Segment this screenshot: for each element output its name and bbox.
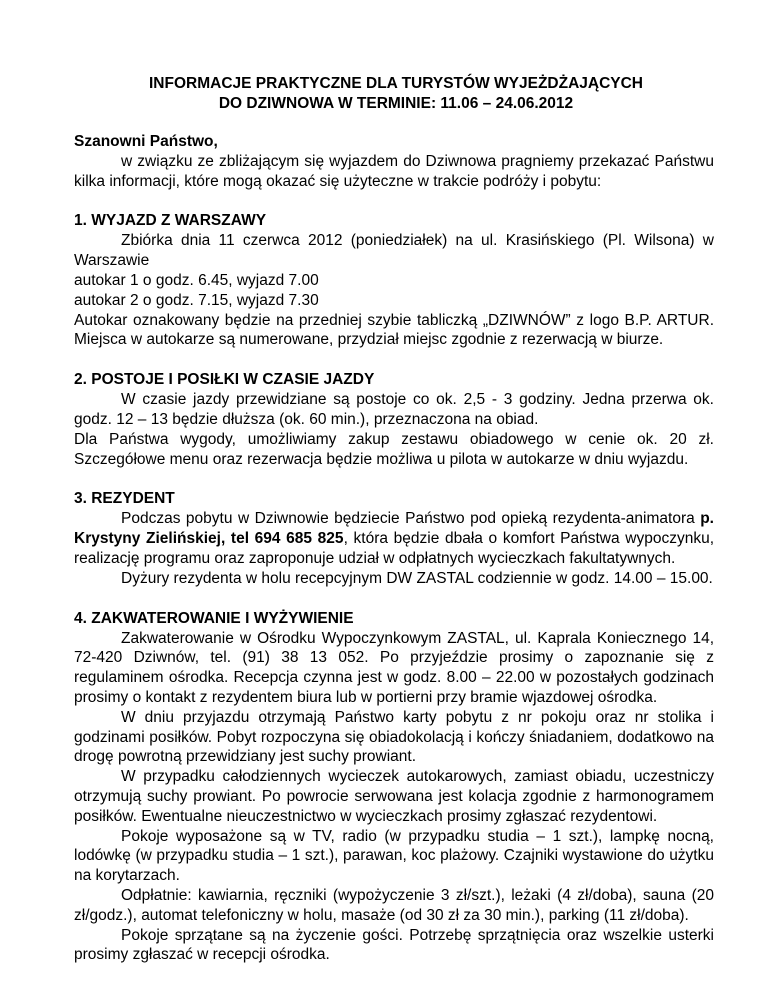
paragraph: autokar 1 o godz. 6.45, wyjazd 7.00 <box>74 271 319 289</box>
paragraph: W dniu przyjazdu otrzymają Państwo karty pobytu z nr pokoju oraz nr stolika i godzinami posiłków. Pobyt rozpoczyna się obiadokolacją i kończy śniadaniem, dodatkowo na drogę powrotną przewidziany jest suchy prowiant. <box>74 708 714 766</box>
paragraph: W czasie jazdy przewidziane są postoje co ok. 2,5 - 3 godziny. Jedna przerwa ok. godz. 12 – 13 będzie dłuższa (ok. 60 min.), przeznaczona na obiad. <box>74 391 714 428</box>
page-title <box>56 74 736 114</box>
section-stops <box>74 370 714 469</box>
paragraph: Zakwaterowanie w Ośrodku Wypoczynkowym ZASTAL, ul. Kaprala Koniecznego 14, 72-420 Dziwnów, tel. (91) 38 13 052. Po przyjeździe prosimy o zapoznanie się z regulaminem ośrodka. Recepcja czynna jest w godz. 8.00 – 22.00 w pozostałych godzinach prosimy o kontakt z rezydentem biura lub w portierni przy bramie wjazdowej ośrodka. <box>74 629 714 706</box>
section-heading: 2. POSTOJE I POSIŁKI W CZASIE JAZDY <box>74 371 375 389</box>
greeting: Szanowni Państwo, <box>74 133 218 150</box>
paragraph: Pokoje sprzątane są na życzenie gości. Potrzebę sprzątnięcia oraz wszelkie usterki prosimy zgłaszać w recepcji ośrodka. <box>74 926 714 964</box>
paragraph: autokar 2 o godz. 7.15, wyjazd 7.30 <box>74 291 319 309</box>
section-heading: 3. REZYDENT <box>74 490 175 508</box>
paragraph: Pokoje wyposażone są w TV, radio (w przypadku studia – 1 szt.), lampkę nocną, lodówkę (w przypadku studia – 1 szt.), parawan, koc plażowy. Czajniki wystawione do użytku na korytarzach. <box>74 827 714 885</box>
paragraph: Autokar oznakowany będzie na przedniej szybie tabliczką „DZIWNÓW” z logo B.P. ARTUR. Miejsca w autokarze są numerowane, przydział miejsc zgodnie z rezerwacją w biurze. <box>74 311 714 349</box>
section-resident <box>74 489 714 588</box>
text-span: Podczas pobytu w Dziwnowie będziecie Państwo pod opieką rezydenta-animatora <box>121 510 701 528</box>
paragraph: Odpłatnie: kawiarnia, ręczniki (wypożyczenie 3 zł/szt.), leżaki (4 zł/doba), sauna (20 zł/godz.), automat telefoniczny w holu, masaże (od 30 zł za 30 min.), parking (11 zł/doba). <box>74 886 714 924</box>
document-page <box>74 62 714 965</box>
paragraph: Dla Państwa wygody, umożliwiamy zakup zestawu obiadowego w cenie ok. 20 zł. Szczegółowe menu oraz rezerwacja będzie możliwa u pilota w autokarze w dniu wyjazdu. <box>74 430 714 468</box>
section-heading: 1. WYJAZD Z WARSZAWY <box>74 212 267 230</box>
title-line-1: INFORMACJE PRAKTYCZNE DLA TURYSTÓW WYJEŻDŻAJĄCYCH <box>149 75 643 92</box>
paragraph: W przypadku całodziennych wycieczek autokarowych, zamiast obiadu, uczestniczy otrzymują suchy prowiant. Po powrocie serwowana jest kolacja zgodnie z harmonogramem posiłków. Ewentualne nieuczestnictwo w wycieczkach prosimy zgłaszać rezydentowi. <box>74 768 714 825</box>
section-departure <box>74 211 714 350</box>
resident-contact: p. Krystyny Zielińskiej, tel 694 685 825 <box>74 510 714 548</box>
title-line-2: DO DZIWNOWA W TERMINIE: 11.06 – 24.06.2012 <box>218 95 574 112</box>
paragraph: Dyżury rezydenta w holu recepcyjnym DW ZASTAL codziennie w godz. 14.00 – 15.00. <box>121 569 713 587</box>
paragraph <box>74 509 714 568</box>
section-accommodation <box>74 609 714 966</box>
paragraph: Zbiórka dnia 11 czerwca 2012 (poniedziałek) na ul. Krasińskiego (Pl. Wilsona) w Warszawie <box>74 232 714 270</box>
text-span: , która będzie dbała o komfort Państwa wypoczynku, realizację programu oraz zaproponuje udział w odpłatnych wycieczkach fakultatywnych. <box>74 530 715 567</box>
intro-paragraph: w związku ze zbliżającym się wyjazdem do Dziwnowa pragniemy przekazać Państwu kilka informacji, które mogą okazać się użyteczne w trakcie podróży i pobytu: <box>74 152 714 190</box>
section-heading: 4. ZAKWATEROWANIE I WYŻYWIENIE <box>74 609 354 627</box>
